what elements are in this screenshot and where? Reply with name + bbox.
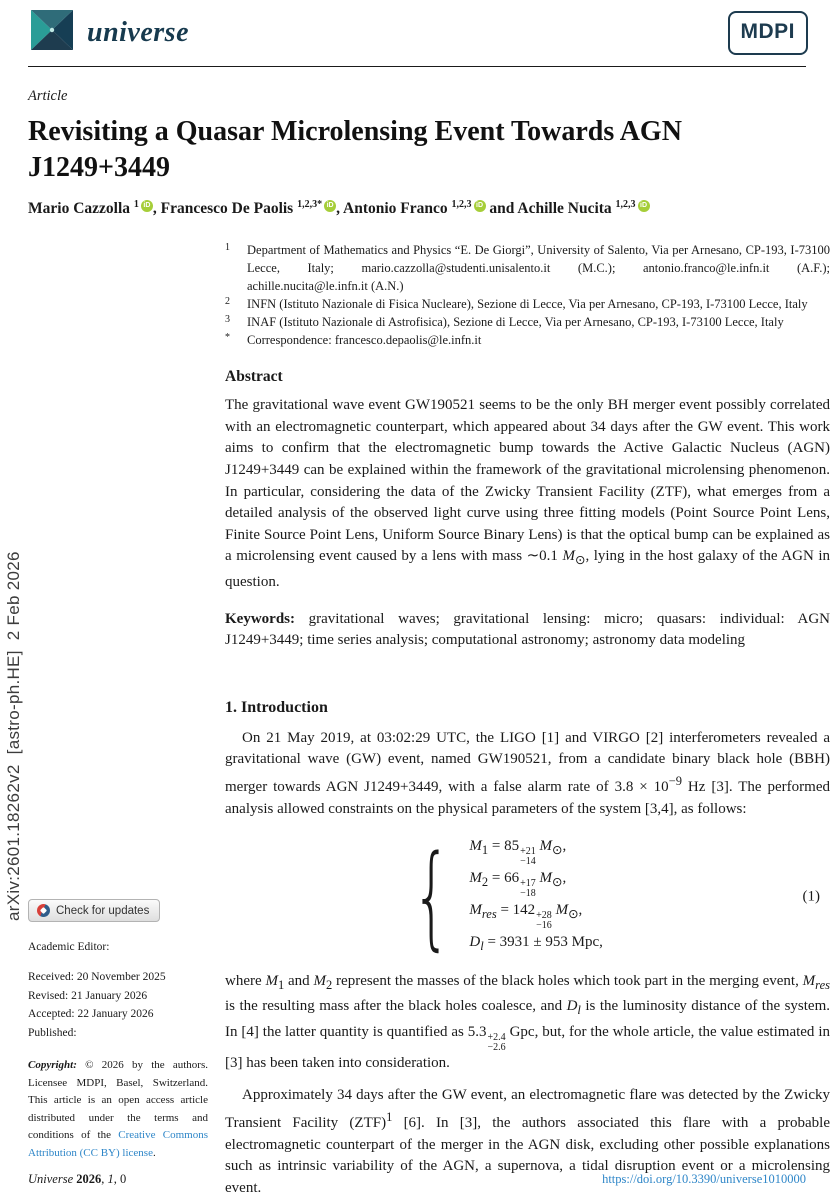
author-separator: ,	[336, 200, 343, 218]
affiliation-item	[225, 313, 830, 331]
affiliation-marker: 2	[225, 296, 230, 308]
equation-number: (1)	[802, 888, 820, 905]
history-dates	[28, 968, 208, 1042]
history-date: Received: 20 November 2025	[28, 971, 166, 983]
author-list	[28, 199, 830, 218]
content-column	[225, 241, 830, 1199]
abstract-heading: Abstract	[225, 368, 283, 386]
author-name: Francesco De Paolis $^{1,2,3*}$	[160, 199, 323, 218]
equation-line: $M_1 = 85$ +21 −14 $M_⊙$,	[469, 838, 567, 868]
orcid-icon[interactable]: iD	[141, 200, 153, 212]
equation-brace: {	[412, 831, 452, 962]
equation-lines	[469, 835, 603, 959]
abstract-text: The gravitational wave event GW190521 seems to be the only BH merger event possibly correlated with an electromagnetic counterpart, which appeared about 34 days after the GW event. This work aims to confirm that the electromagnetic bump towards the Active Galactic Nucleus (AGN) J1249+3449 can be explained within the framework of the gravitational microlensing phenomenon. In particular, considering the data of the Zwicky Transient Facility (ZTF), what emerges from a detailed analysis of the observed light curve using three fitting models (Point Source Point Lens, Finite Source Point Lens, Uniform Source Binary Lens) is that the optical bump can be explained as a microlensing event caused by a lens with mass ∼0.1 $M_⊙$, lying in the host galaxy of the AGN in question.	[225, 397, 830, 590]
intro-paragraph-1: On 21 May 2019, at 03:02:29 UTC, the LIGO [1] and VIRGO [2] interferometers revealed a gravitational wave (GW) event, named GW190521, from a candidate binary black hole (BBH) merger towards AGN J1249+3449, with a false alarm rate of $3.8 \times 10^{-9}$ Hz [3]. The performed analysis allowed constraints on the physical parameters of the system [3,4], as follows:	[225, 729, 830, 817]
orcid-icon[interactable]: iD	[324, 200, 336, 212]
affiliation-marker: 1	[225, 242, 230, 254]
crossmark-icon	[37, 904, 50, 917]
equation-line: $M_{res} = 142$ +28 −16 $M_⊙$,	[469, 902, 583, 932]
affiliation-text: INAF (Istituto Nazionale di Astrofisica), Sezione di Lecce, Via per Arnesano, CP-193, I-73100 Lecce, Italy	[247, 315, 784, 330]
header-divider	[28, 66, 806, 67]
equation-1	[225, 831, 830, 962]
section-heading-introduction: 1. Introduction	[225, 698, 328, 716]
affiliation-item	[225, 331, 830, 349]
check-for-updates-button[interactable]	[28, 899, 160, 922]
cc-by-license-link[interactable]: Creative Commons Attribution (CC BY) license	[28, 1129, 208, 1159]
history-date: Revised: 21 January 2026	[28, 989, 148, 1002]
article-meta-sidebar	[28, 899, 208, 1163]
page-footer	[28, 1172, 806, 1187]
doi-link[interactable]: https://doi.org/10.3390/universe1010000	[602, 1172, 806, 1186]
author-name: Achille Nucita $^{1,2,3}$	[517, 199, 636, 218]
intro-paragraph-3: Approximately 34 days after the GW event, an electromagnetic flare was detected by the Zwicky Transient Facility (ZTF)$^1$ [6]. In [3], the authors associated this flare with a probable electromagnetic counterpart of the merger in the AGN disk, excluding other possible explanations such as intrinsic variability of the AGN, a supernova, a tidal disruption event or a microlensing event.	[225, 1087, 830, 1196]
article-title: Revisiting a Quasar Microlensing Event Towards AGN J1249+3449	[28, 116, 682, 183]
footer-citation: Universe 2026, 1, 0	[28, 1172, 127, 1186]
article-type-label: Article	[28, 88, 68, 104]
author-separator: ,	[152, 200, 161, 218]
orcid-icon[interactable]: iD	[474, 200, 486, 212]
journal-name: universe	[87, 16, 189, 48]
arxiv-stamp: arXiv:2601.18262v2 [astro-ph.HE] 2 Feb 2026	[4, 551, 23, 921]
journal-header	[28, 8, 808, 57]
affiliation-text: Correspondence: francesco.depaolis@le.infn.it	[247, 333, 482, 348]
orcid-icon[interactable]: iD	[638, 200, 650, 212]
equation-line: $D_l = 3931 \pm 953$ Mpc,	[469, 934, 603, 954]
journal-logo-group	[28, 8, 189, 57]
check-for-updates-label: Check for updates	[56, 904, 150, 917]
affiliation-item	[225, 295, 830, 313]
affiliation-text: Department of Mathematics and Physics “E. De Giorgi”, University of Salento, Via per Arnesano, CP-193, I-73100 Lecce, Italy; mario.cazzolla@studenti.unisalento.it (M.C.); antonio.franco@le.infn.it (A.F.); achille.nucita@le.infn.it (A.N.)	[247, 243, 830, 294]
affiliation-list	[225, 241, 830, 349]
intro-paragraph-2: where $M_1$ and $M_2$ represent the masses of the black holes which took part in the merging event, $M_{res}$ is the resulting mass after the black holes coalesce, and $D_l$ is the luminosity distance of the system. In [4] the latter quantity is quantified as 5.3 +2.4 −2.6 Gpc, but, for the whole article, the value estimated in [3] has been taken into consideration.	[225, 972, 831, 1071]
affiliation-text: INFN (Istituto Nazionale di Fisica Nucleare), Sezione di Lecce, Via per Arnesano, CP-193, I-73100 Lecce, Italy	[247, 297, 808, 312]
author-separator: and	[485, 200, 518, 218]
equation-line: $M_2 = 66$ +17 −18 $M_⊙$,	[469, 870, 567, 900]
history-date: Accepted: 22 January 2026	[28, 1008, 154, 1020]
author-name: Mario Cazzolla $^1$	[28, 199, 139, 218]
academic-editor-label: Academic Editor:	[28, 941, 110, 953]
affiliation-marker: *	[225, 332, 230, 344]
affiliation-item	[225, 241, 830, 295]
author-name: Antonio Franco $^{1,2,3}$	[343, 199, 472, 218]
keywords: Keywords: gravitational waves; gravitational lensing: micro; quasars: individual: AGN J1249+3449; time series analysis; computational astronomy; astronomy data modeling	[225, 610, 830, 649]
history-date: Published:	[28, 1026, 77, 1039]
mdpi-logo: MDPI	[728, 11, 809, 55]
affiliation-marker: 3	[225, 314, 230, 326]
universe-logo-icon	[28, 8, 76, 57]
copyright-notice: Copyright: © 2026 by the authors. Licensee MDPI, Basel, Switzerland. This article is an open access article distributed under the terms and conditions of the Creative Commons Attribution (CC BY) license.	[28, 1059, 208, 1159]
